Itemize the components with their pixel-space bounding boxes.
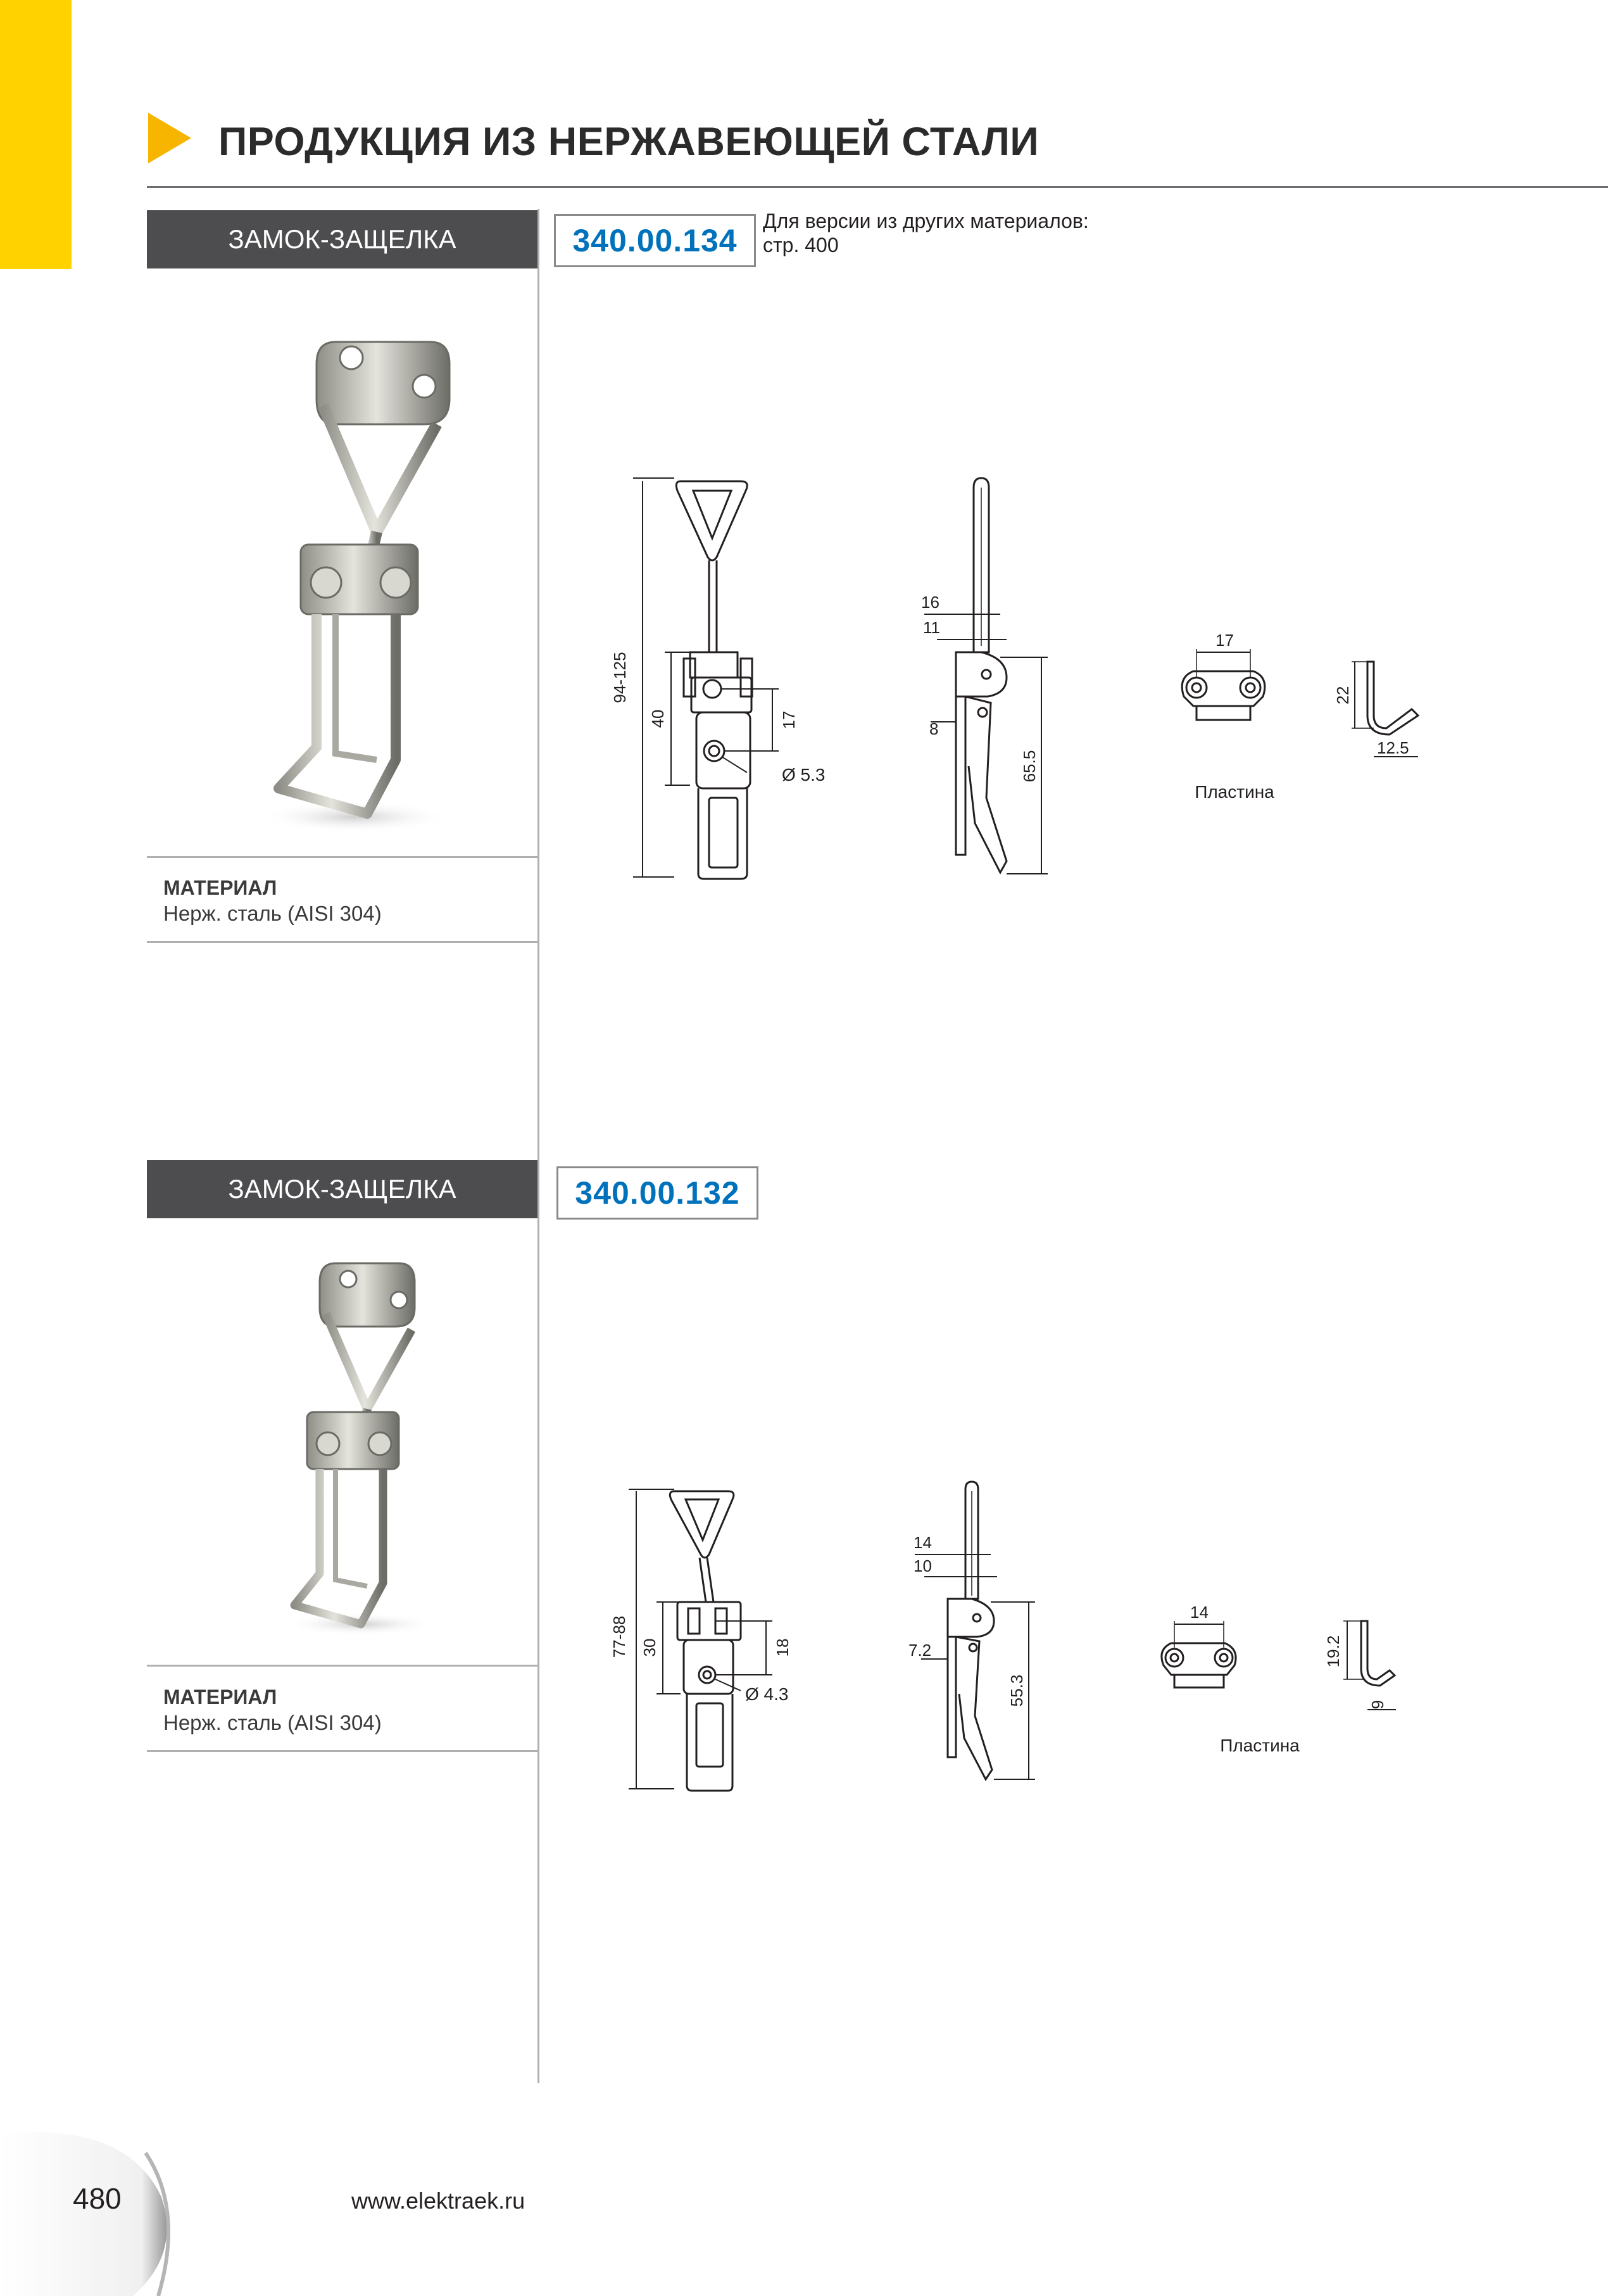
title-arrow-icon: [148, 113, 191, 163]
dim-body: 40: [648, 709, 667, 728]
product-1-material-label: МАТЕРИАЛ: [163, 876, 277, 899]
dim-side-mid-2: 10: [914, 1556, 932, 1575]
dim-side-thick: 8: [929, 719, 939, 738]
dim-hook-height: 22: [1333, 686, 1352, 705]
dim-hole-pitch-2: 18: [773, 1638, 792, 1657]
product-1-plate-label: Пластина: [1195, 782, 1274, 802]
dim-side-mid: 11: [923, 618, 940, 637]
product-2-code: 340.00.132: [556, 1166, 758, 1220]
dim-overall: 94-125: [610, 652, 629, 703]
dim-hook-height-2: 19.2: [1324, 1635, 1343, 1668]
dim-hook-depth: 12.5: [1377, 738, 1409, 757]
dim-side-top-2: 14: [914, 1533, 932, 1552]
dim-side-thick-2: 7.2: [908, 1641, 932, 1660]
dim-plate-width-2: 14: [1190, 1603, 1209, 1622]
product-2-photo: [266, 1251, 468, 1637]
product-2-front-drawing: [611, 1482, 813, 1798]
product-1-material-value: Нерж. сталь (AISI 304): [163, 902, 382, 925]
dim-side-top: 16: [921, 593, 939, 612]
dim-hole-dia: Ø 5.3: [782, 765, 826, 785]
product-1-plate-drawing: [1165, 627, 1431, 804]
product-2-plate-label: Пластина: [1220, 1736, 1300, 1755]
product-2-side-drawing: [902, 1475, 1067, 1805]
product-1-rule-top: [147, 856, 537, 858]
dim-overall-2: 77-88: [610, 1615, 629, 1658]
dim-side-height-2: 55.3: [1007, 1674, 1026, 1707]
product-2-material-value: Нерж. сталь (AISI 304): [163, 1711, 382, 1734]
product-1-photo: [241, 317, 481, 836]
product-1-name-bar: ЗАМОК-ЗАЩЕЛКА: [147, 210, 537, 268]
dim-hole-dia-2: Ø 4.3: [745, 1684, 789, 1704]
product-2-plate-drawing: [1146, 1596, 1412, 1767]
product-1-side-drawing: [912, 469, 1083, 886]
dim-hook-depth-2: 9: [1368, 1700, 1387, 1710]
dim-plate-width: 17: [1215, 631, 1234, 650]
column-divider: [537, 209, 539, 2083]
title-rule: [147, 186, 1608, 188]
yellow-corner-tab: [0, 0, 72, 269]
product-2-rule-top: [147, 1665, 537, 1667]
page-number: 480: [73, 2182, 122, 2215]
dim-side-height: 65.5: [1020, 750, 1039, 783]
footer-url[interactable]: www.elektraek.ru: [351, 2188, 525, 2214]
product-1-front-drawing: [610, 469, 855, 886]
product-2-rule-bottom: [147, 1750, 537, 1752]
product-1-note: Для версии из других материалов: стр. 400: [763, 210, 1089, 256]
product-2-name-bar: ЗАМОК-ЗАЩЕЛКА: [147, 1160, 537, 1218]
page-title: ПРОДУКЦИЯ ИЗ НЕРЖАВЕЮЩЕЙ СТАЛИ: [218, 120, 1040, 164]
dim-hole-pitch: 17: [779, 710, 798, 729]
product-2-material-label: МАТЕРИАЛ: [163, 1686, 277, 1708]
product-1-rule-bottom: [147, 941, 537, 943]
product-1-code: 340.00.134: [554, 214, 756, 267]
dim-body-2: 30: [640, 1638, 659, 1657]
